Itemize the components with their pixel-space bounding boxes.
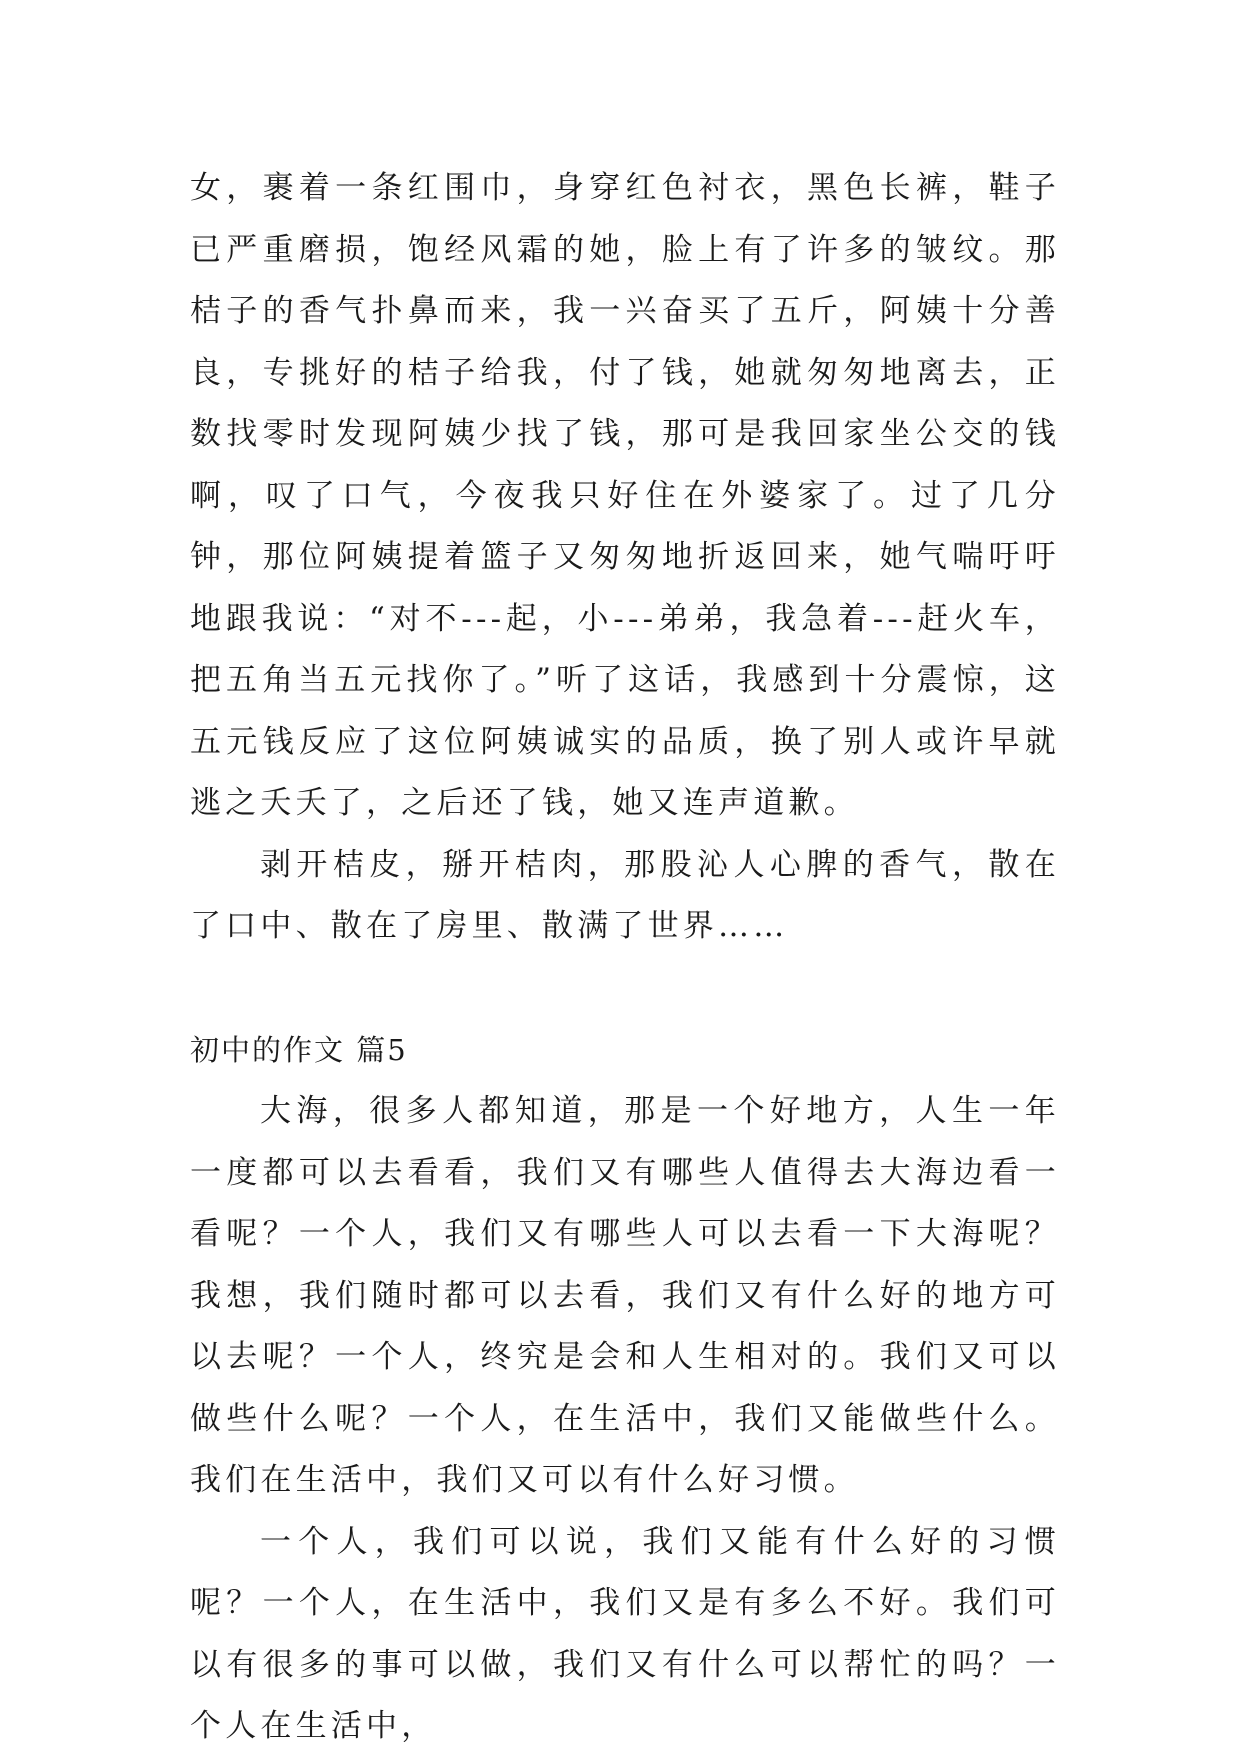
document-page	[190, 158, 1060, 1758]
body-paragraph: 大海，很多人都知道，那是一个好地方，人生一年一度都可以去看看，我们又有哪些人值得去大海边看一看呢？一个人，我们又有哪些人可以去看一下大海呢？我想，我们随时都可以去看，我们又有什么好的地方可以去呢？一个人，终究是会和人生相对的。我们又可以做些什么呢？一个人，在生活中，我们又能做些什么。我们在生活中，我们又可以有什么好习惯。	[190, 1093, 1060, 1498]
body-paragraph: 一个人，我们可以说，我们又能有什么好的习惯呢？一个人，在生活中，我们又是有多么不好。我们可以有很多的事可以做，我们又有什么可以帮忙的吗？一个人在生活中，	[190, 1523, 1060, 1744]
section-spacer	[190, 958, 1060, 1020]
body-paragraph: 女，裹着一条红围巾，身穿红色衬衣，黑色长裤，鞋子已严重磨损，饱经风霜的她，脸上有了许多的皱纹。那桔子的香气扑鼻而来，我一兴奋买了五斤，阿姨十分善良，专挑好的桔子给我，付了钱，她就匆匆地离去，正数找零时发现阿姨少找了钱，那可是我回家坐公交的钱啊，叹了口气，今夜我只好住在外婆家了。过了几分钟，那位阿姨提着篮子又匆匆地折返回来，她气喘吁吁地跟我说：“对不---起，小---弟弟，我急着---赶火车，把五角当五元找你了。”听了这话，我感到十分震惊，这五元钱反应了这位阿姨诚实的品质，换了别人或许早就逃之夭夭了，之后还了钱，她又连声道歉。	[190, 170, 1060, 821]
section-title: 初中的作文 篇5	[190, 1032, 408, 1067]
body-paragraph: 剥开桔皮，掰开桔肉，那股沁人心脾的香气，散在了口中、散在了房里、散满了世界……	[190, 846, 1060, 944]
